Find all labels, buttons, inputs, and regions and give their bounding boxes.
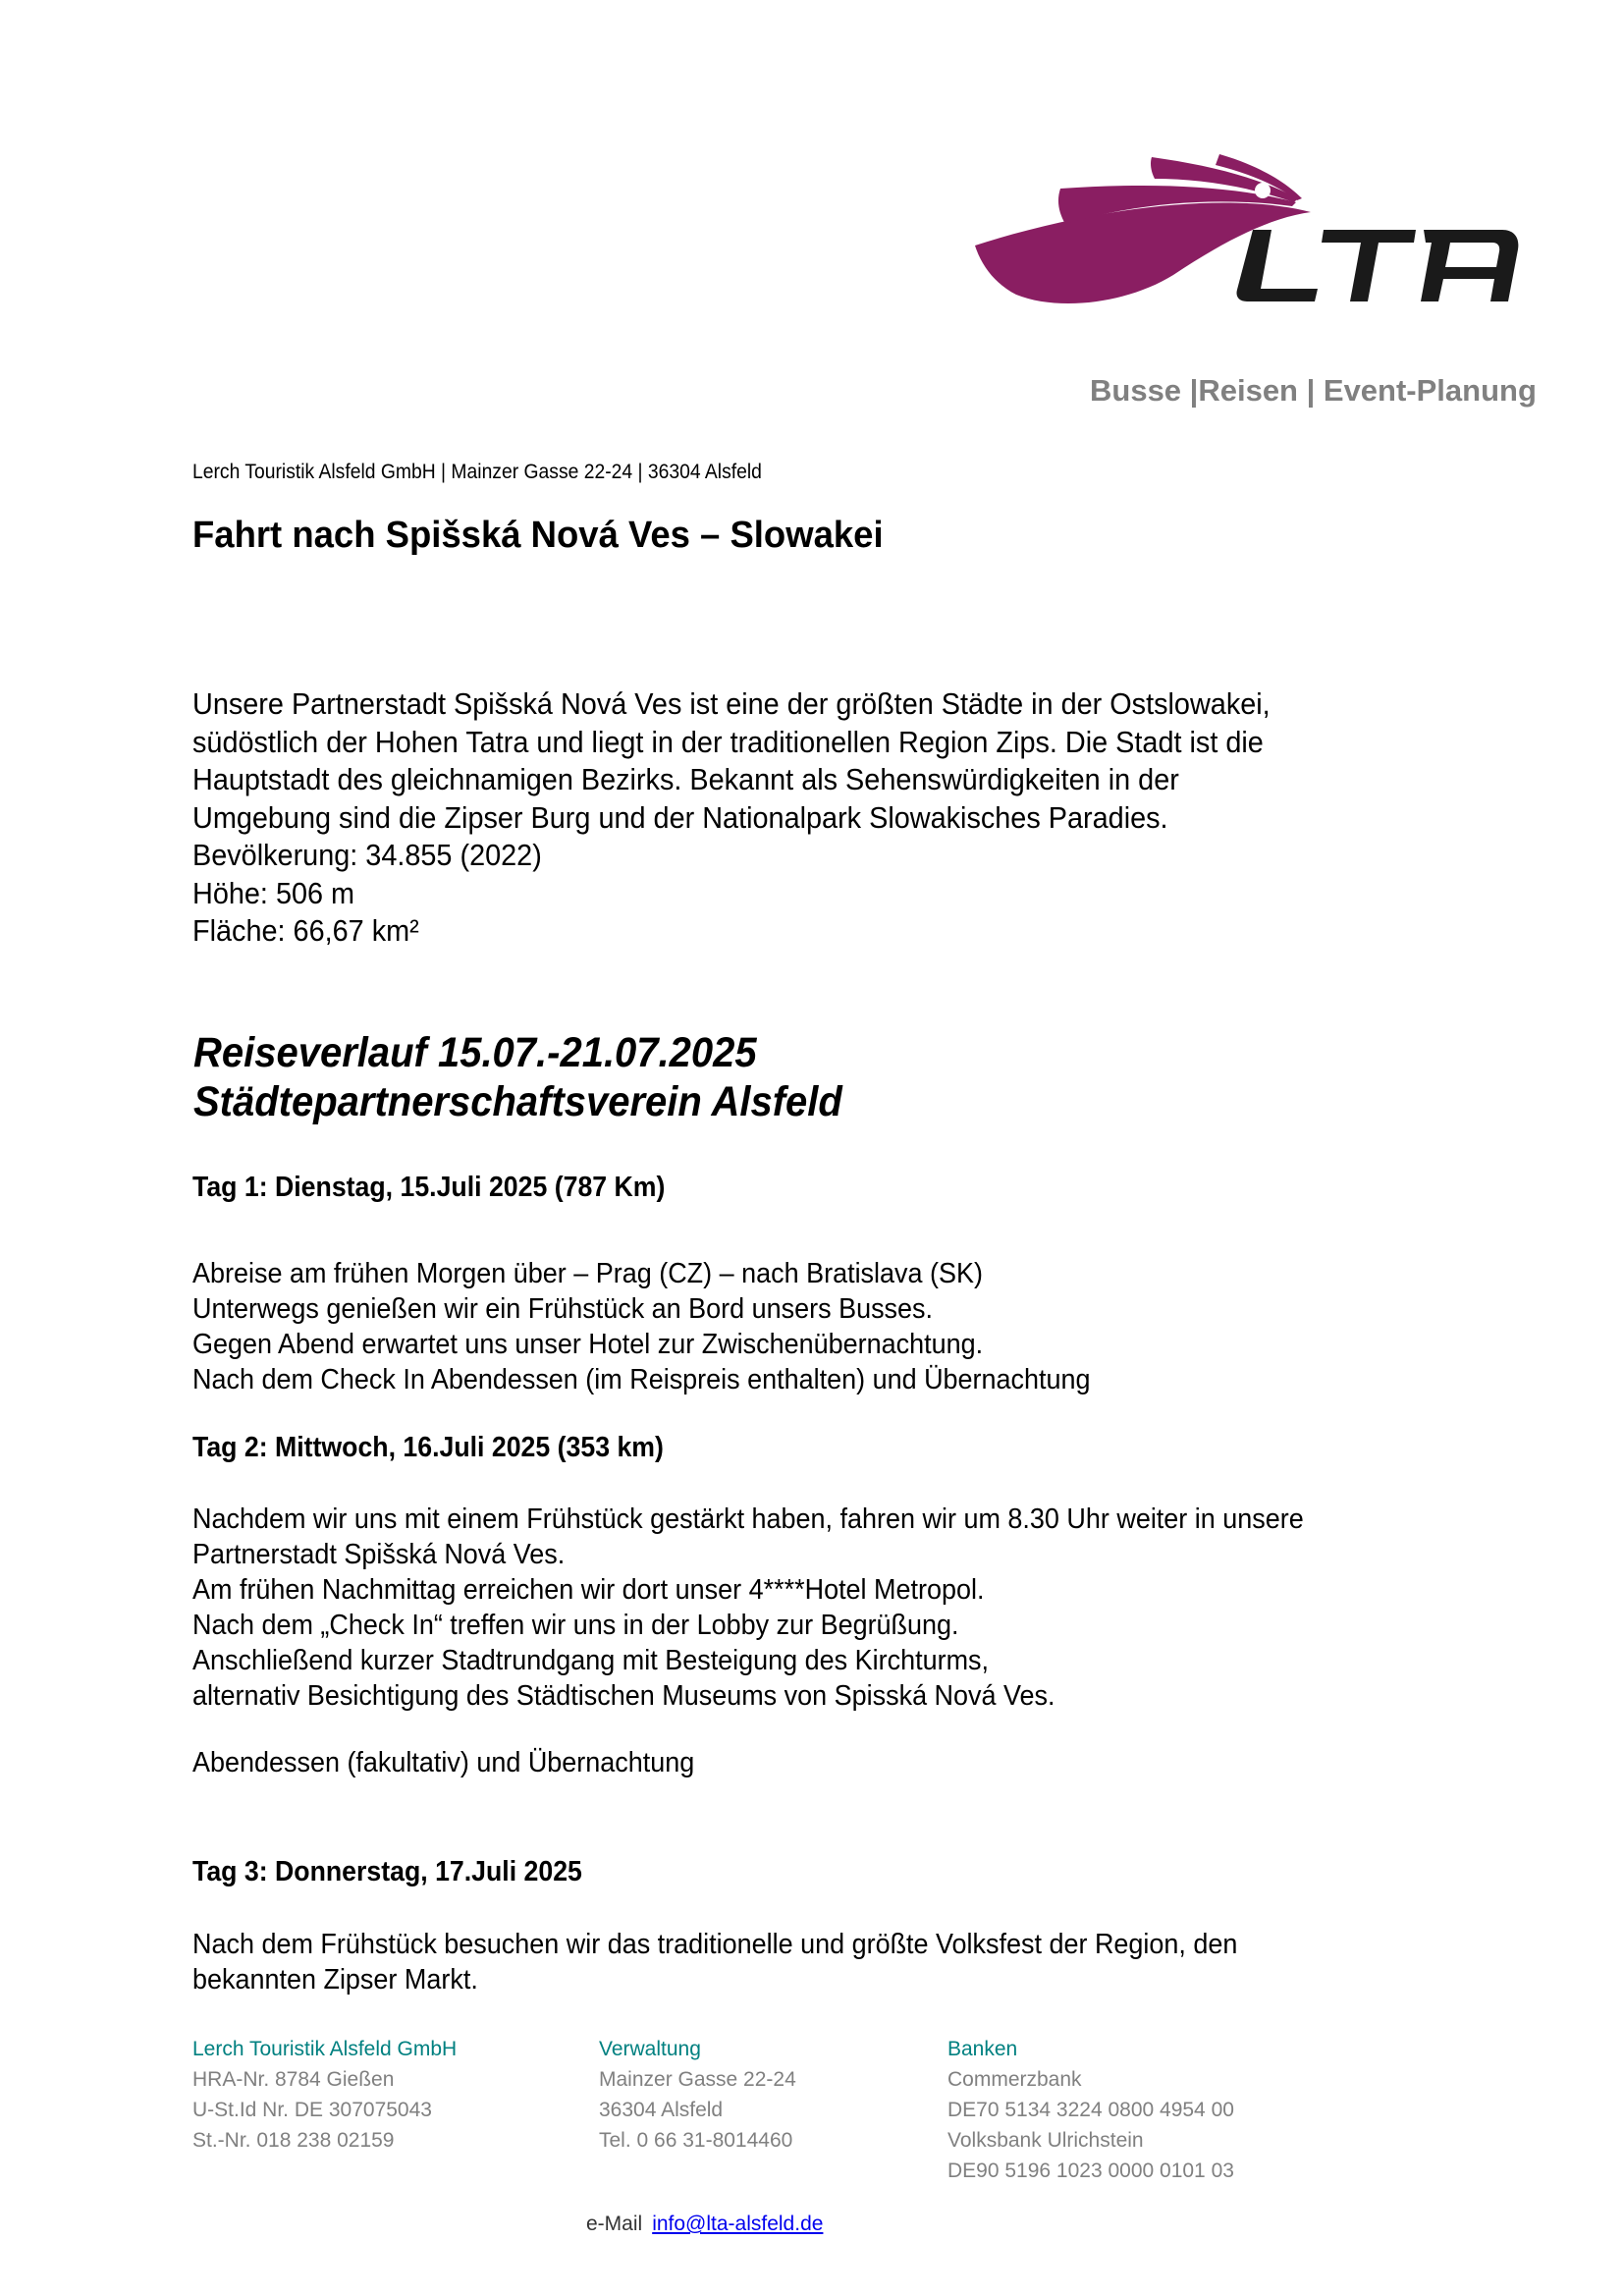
day-2-line: alternativ Besichtigung des Städtischen Museums von Spisská Nová Ves.: [192, 1680, 1055, 1712]
area-line: Fläche: 66,67 km²: [192, 913, 419, 948]
elevation-line: Höhe: 506 m: [192, 875, 355, 910]
footer-email: [586, 2213, 823, 2236]
intro-line: Unsere Partnerstadt Spišská Nová Ves ist eine der größten Städte in der Ostslowakei,: [192, 686, 1271, 721]
day-3-line: bekannten Zipser Markt.: [192, 1964, 478, 1995]
itinerary-dates: Reiseverlauf 15.07.-21.07.2025: [193, 1029, 757, 1076]
footer-banks-heading: Banken: [947, 2038, 1018, 2060]
day-2-line: Partnerstadt Spišská Nová Ves.: [192, 1539, 566, 1570]
document-title: [192, 515, 912, 557]
footer-banks: [947, 2034, 1234, 2186]
intro-paragraph: [192, 685, 1351, 951]
footer-vat-id: U-St.Id Nr. DE 307075043: [192, 2099, 432, 2121]
footer-register-number: HRA-Nr. 8784 Gießen: [192, 2068, 395, 2091]
footer-administration-heading: Verwaltung: [599, 2038, 701, 2060]
itinerary-organizer: Städtepartnerschaftsverein Alsfeld: [193, 1078, 842, 1125]
footer-bank-name: Volksbank Ulrichstein: [947, 2129, 1144, 2152]
company-tagline: Busse |Reisen | Event-Planung: [1090, 373, 1537, 408]
footer-company-heading: Lerch Touristik Alsfeld GmbH: [192, 2038, 458, 2060]
day-2-line: Nachdem wir uns mit einem Frühstück gestärkt haben, fahren wir um 8.30 Uhr weiter in unsere: [192, 1503, 1304, 1535]
footer-bank-iban: DE90 5196 1023 0000 0101 03: [947, 2159, 1234, 2182]
day-1-line: Gegen Abend erwartet uns unser Hotel zur Zwischenübernachtung.: [192, 1329, 984, 1360]
day-3-line: Nach dem Frühstück besuchen wir das traditionelle und größte Volksfest der Region, den: [192, 1929, 1238, 1960]
day-2-line: Nach dem „Check In“ treffen wir uns in der Lobby zur Begrüßung.: [192, 1610, 959, 1641]
footer-city: 36304 Alsfeld: [599, 2099, 724, 2121]
intro-line: Umgebung sind die Zipser Burg und der Nationalpark Slowakisches Paradies.: [192, 799, 1168, 835]
day-2-description: [192, 1502, 1387, 1714]
day-1-line: Unterwegs genießen wir ein Frühstück an Bord unsers Busses.: [192, 1293, 934, 1325]
day-3-description: [192, 1927, 1317, 1997]
day-1-description: [192, 1256, 1158, 1397]
day-1-line: Nach dem Check In Abendessen (im Reispreis enthalten) und Übernachtung: [192, 1364, 1091, 1395]
itinerary-title: [193, 1028, 892, 1126]
footer-administration: [599, 2034, 796, 2156]
footer-company-info: [192, 2034, 457, 2156]
day-3-heading: Tag 3: Donnerstag, 17.Juli 2025: [192, 1856, 582, 1887]
intro-line: südöstlich der Hohen Tatra und liegt in der traditionellen Region Zips. Die Stadt ist die: [192, 724, 1264, 759]
sender-address-text: Lerch Touristik Alsfeld GmbH | Mainzer Gasse 22-24 | 36304 Alsfeld: [192, 461, 762, 483]
email-link[interactable]: info@lta-alsfeld.de: [652, 2213, 824, 2235]
day-2-line: Anschließend kurzer Stadtrundgang mit Besteigung des Kirchturms,: [192, 1645, 990, 1676]
population-line: Bevölkerung: 34.855 (2022): [192, 838, 542, 872]
day-1-line: Abreise am frühen Morgen über – Prag (CZ) – nach Bratislava (SK): [192, 1258, 983, 1289]
document-title-text: Fahrt nach Spišská Nová Ves – Slowakei: [192, 515, 884, 556]
intro-line: Hauptstadt des gleichnamigen Bezirks. Bekannt als Sehenswürdigkeiten in der: [192, 762, 1179, 796]
day-2-line: Abendessen (fakultativ) und Übernachtung: [192, 1747, 695, 1778]
day-2-evening: [192, 1745, 732, 1780]
footer-tax-number: St.-Nr. 018 238 02159: [192, 2129, 395, 2152]
footer-street: Mainzer Gasse 22-24: [599, 2068, 796, 2091]
day-1-heading: Tag 1: Dienstag, 15.Juli 2025 (787 Km): [192, 1172, 666, 1203]
day-2-heading: Tag 2: Mittwoch, 16.Juli 2025 (353 km): [192, 1432, 664, 1463]
logo-lta-letters: [1236, 230, 1518, 301]
sender-address-line: [192, 461, 811, 484]
footer-bank-iban: DE70 5134 3224 0800 4954 00: [947, 2099, 1234, 2121]
lta-logo: [972, 147, 1542, 314]
email-label: e-Mail: [586, 2213, 643, 2235]
day-2-line: Am frühen Nachmittag erreichen wir dort unser 4****Hotel Metropol.: [192, 1574, 985, 1606]
footer-phone: Tel. 0 66 31-8014460: [599, 2129, 793, 2152]
footer-bank-name: Commerzbank: [947, 2068, 1082, 2091]
